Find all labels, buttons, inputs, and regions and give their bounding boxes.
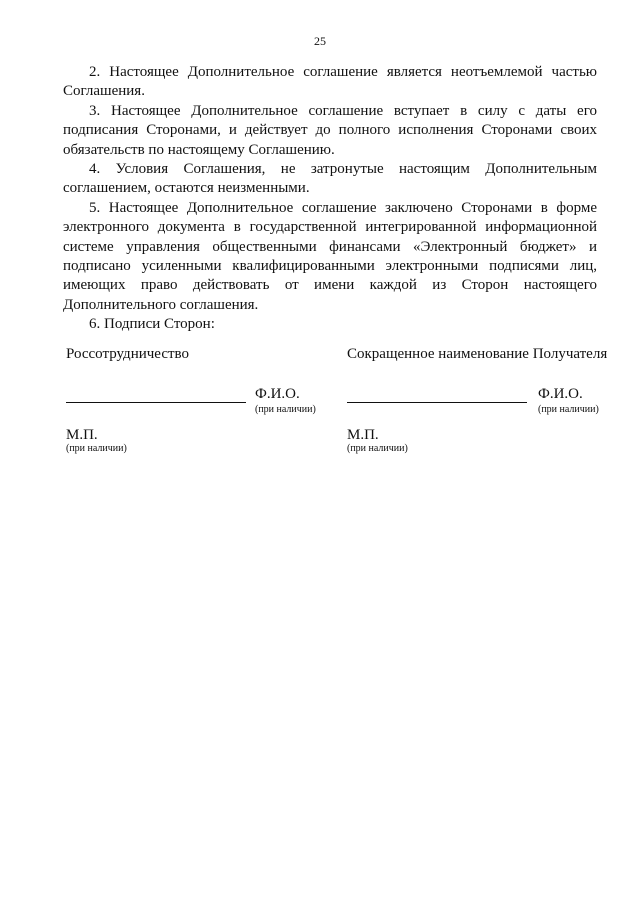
signature-row-right: [347, 383, 617, 427]
paragraph-6: 6. Подписи Сторон:: [89, 316, 215, 333]
signature-block-left: [66, 345, 336, 455]
fio-label-left: Ф.И.О.: [255, 386, 300, 402]
fio-note-right: (при наличии): [538, 404, 599, 415]
page-number: 25: [314, 34, 326, 48]
paragraph-5: 5. Настоящее Дополнительное соглашение заключено Сторонами в форме электронного документа в государственной интегрированной информационной системе управления общественными финансами «Электронный бюджет» и подписано усиленными квалифицированными электронными подписями лиц, имеющих право действовать от имени каждой из Сторон настоящего Дополнительного соглашения.: [63, 199, 597, 313]
party-name-right: Сокращенное наименование Получателя: [347, 346, 608, 362]
signature-row-left: [66, 383, 336, 427]
seal-note-right: (при наличии): [347, 443, 408, 454]
fio-note-left: (при наличии): [255, 404, 316, 415]
signature-block-right: [347, 345, 617, 455]
signature-line-right: [347, 402, 527, 403]
party-name-left: Россотрудничество: [66, 346, 190, 362]
seal-label-right: М.П.: [347, 427, 379, 443]
signature-line-left: [66, 402, 246, 403]
fio-label-right: Ф.И.О.: [538, 386, 583, 402]
seal-label-left: М.П.: [66, 427, 98, 443]
paragraph-2: 2. Настоящее Дополнительное соглашение является неотъемлемой частью Соглашения.: [63, 64, 597, 100]
paragraph-3: 3. Настоящее Дополнительное соглашение вступает в силу с даты его подписания Сторонами, и действует до полного исполнения Сторонами своих обязательств по настоящему Соглашению.: [63, 102, 597, 158]
agreement-body: [63, 63, 597, 335]
seal-note-left: (при наличии): [66, 443, 127, 454]
paragraph-4: 4. Условия Соглашения, не затронутые настоящим Дополнительным соглашением, остаются неизменными.: [63, 161, 597, 197]
